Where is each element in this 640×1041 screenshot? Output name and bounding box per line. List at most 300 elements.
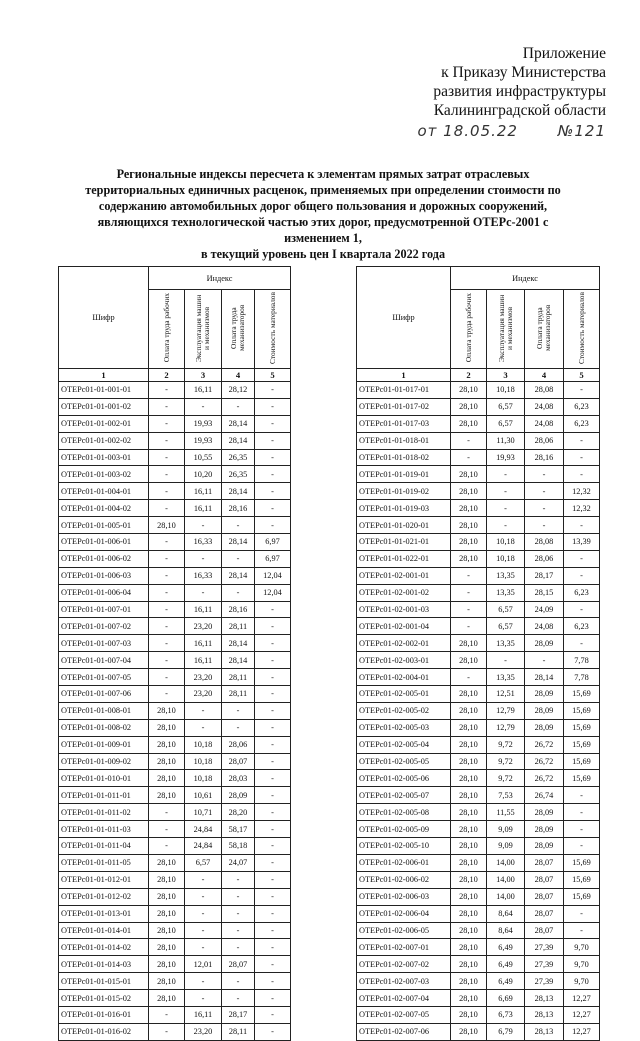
- cell-operators: 28,06: [525, 432, 564, 449]
- cell-materials: -: [255, 415, 291, 432]
- cell-operators: 28,09: [525, 686, 564, 703]
- cell-operators: 28,16: [222, 601, 255, 618]
- table-row: [59, 770, 291, 787]
- cell-operators: -: [222, 905, 255, 922]
- table-row: [59, 871, 291, 888]
- cell-machines: 10,20: [185, 466, 222, 483]
- header-materials: Стоимость материалов: [255, 290, 291, 369]
- cell-operators: 26,72: [525, 770, 564, 787]
- cell-code: ОТЕРс01-02-007-03: [357, 973, 451, 990]
- cell-labor: 28,10: [149, 702, 185, 719]
- cell-machines: 24,84: [185, 838, 222, 855]
- cell-materials: 15,69: [564, 702, 600, 719]
- cell-operators: 26,72: [525, 753, 564, 770]
- column-number: 5: [564, 369, 600, 382]
- cell-code: ОТЕРс01-01-011-05: [59, 854, 149, 871]
- cell-code: ОТЕРс01-01-011-01: [59, 787, 149, 804]
- cell-machines: -: [487, 466, 525, 483]
- column-number: 2: [451, 369, 487, 382]
- cell-machines: 6,79: [487, 1023, 525, 1040]
- cell-machines: -: [487, 517, 525, 534]
- cell-code: ОТЕРс01-01-007-06: [59, 686, 149, 703]
- cell-labor: 28,10: [149, 753, 185, 770]
- cell-code: ОТЕРс01-01-008-01: [59, 702, 149, 719]
- cell-materials: 12,04: [255, 584, 291, 601]
- cell-machines: 8,64: [487, 905, 525, 922]
- cell-machines: 13,35: [487, 567, 525, 584]
- table-row: [59, 1006, 291, 1023]
- cell-materials: 7,78: [564, 652, 600, 669]
- cell-operators: 28,08: [525, 534, 564, 551]
- cell-operators: -: [222, 871, 255, 888]
- cell-labor: -: [149, 550, 185, 567]
- cell-materials: -: [255, 601, 291, 618]
- table-row: [357, 550, 600, 567]
- table-row: [59, 449, 291, 466]
- table-row: [357, 736, 600, 753]
- cell-materials: 6,97: [255, 534, 291, 551]
- cell-operators: -: [525, 483, 564, 500]
- cell-code: ОТЕРс01-01-006-03: [59, 567, 149, 584]
- cell-operators: 28,14: [222, 652, 255, 669]
- cell-labor: 28,10: [451, 466, 487, 483]
- cell-machines: 24,84: [185, 821, 222, 838]
- cell-machines: -: [185, 517, 222, 534]
- cell-labor: 28,10: [149, 905, 185, 922]
- cell-materials: -: [255, 635, 291, 652]
- cell-operators: -: [525, 500, 564, 517]
- cell-machines: 13,35: [487, 584, 525, 601]
- cell-machines: 6,69: [487, 990, 525, 1007]
- cell-operators: 24,08: [525, 398, 564, 415]
- cell-machines: -: [185, 922, 222, 939]
- table-row: [357, 382, 600, 399]
- cell-machines: 11,55: [487, 804, 525, 821]
- cell-labor: 28,10: [451, 702, 487, 719]
- title-line-5: изменением 1,: [284, 231, 362, 245]
- table-row: [357, 466, 600, 483]
- cell-materials: -: [564, 905, 600, 922]
- cell-code: ОТЕРс01-01-006-01: [59, 534, 149, 551]
- cell-labor: 28,10: [451, 382, 487, 399]
- cell-materials: 15,69: [564, 719, 600, 736]
- cell-labor: 28,10: [451, 736, 487, 753]
- cell-operators: -: [525, 652, 564, 669]
- cell-operators: 28,11: [222, 618, 255, 635]
- cell-code: ОТЕРс01-01-017-03: [357, 415, 451, 432]
- cell-materials: -: [255, 702, 291, 719]
- cell-machines: 16,33: [185, 534, 222, 551]
- cell-operators: -: [222, 702, 255, 719]
- cell-materials: 15,69: [564, 871, 600, 888]
- cell-code: ОТЕРс01-01-001-02: [59, 398, 149, 415]
- column-number: 4: [525, 369, 564, 382]
- cell-materials: -: [564, 838, 600, 855]
- table-row: [59, 956, 291, 973]
- cell-code: ОТЕРс01-01-014-01: [59, 922, 149, 939]
- table-row: [59, 922, 291, 939]
- cell-materials: 6,23: [564, 618, 600, 635]
- header-index: Индекс: [149, 267, 291, 290]
- cell-machines: 16,33: [185, 567, 222, 584]
- table-row: [59, 990, 291, 1007]
- cell-materials: -: [255, 449, 291, 466]
- cell-labor: -: [451, 449, 487, 466]
- header-labor: Оплата труда рабочих: [149, 290, 185, 369]
- cell-machines: 10,18: [487, 382, 525, 399]
- table-row: [59, 736, 291, 753]
- cell-labor: -: [149, 449, 185, 466]
- cell-materials: -: [564, 432, 600, 449]
- table-row: [59, 821, 291, 838]
- header-machines: Эксплуатация машин и механизмов: [487, 290, 525, 369]
- cell-machines: -: [185, 550, 222, 567]
- title-line-2: территориальных единичных расценок, применяемых при определении стоимости по: [85, 183, 561, 197]
- cell-labor: 28,10: [451, 1006, 487, 1023]
- table-body-left: [59, 382, 291, 1041]
- cell-code: ОТЕРс01-01-007-04: [59, 652, 149, 669]
- cell-materials: -: [255, 466, 291, 483]
- cell-code: ОТЕРс01-01-001-01: [59, 382, 149, 399]
- cell-operators: 27,39: [525, 973, 564, 990]
- cell-labor: 28,10: [451, 686, 487, 703]
- cell-labor: 28,10: [451, 719, 487, 736]
- table-row: [59, 753, 291, 770]
- table-row: [59, 905, 291, 922]
- cell-labor: -: [149, 804, 185, 821]
- table-row: [59, 669, 291, 686]
- cell-labor: 28,10: [451, 939, 487, 956]
- cell-operators: -: [222, 584, 255, 601]
- cell-code: ОТЕРс01-02-005-01: [357, 686, 451, 703]
- column-number: 3: [185, 369, 222, 382]
- table-row: [357, 702, 600, 719]
- header-operators: Оплата труда механизаторов: [222, 290, 255, 369]
- title-line-4: являющихся технологической частью этих дорог, предусмотренной ОТЕРс-2001 с: [97, 215, 549, 229]
- cell-operators: 24,08: [525, 618, 564, 635]
- table-row: [357, 753, 600, 770]
- cell-code: ОТЕРс01-02-005-10: [357, 838, 451, 855]
- cell-machines: -: [185, 871, 222, 888]
- table-row: [357, 432, 600, 449]
- cell-machines: 10,18: [185, 753, 222, 770]
- cell-code: ОТЕРс01-02-007-06: [357, 1023, 451, 1040]
- cell-labor: -: [149, 1006, 185, 1023]
- cell-operators: 28,11: [222, 686, 255, 703]
- cell-materials: -: [255, 990, 291, 1007]
- cell-code: ОТЕРс01-01-016-01: [59, 1006, 149, 1023]
- cell-machines: 14,00: [487, 854, 525, 871]
- cell-code: ОТЕРс01-01-005-01: [59, 517, 149, 534]
- cell-machines: -: [185, 719, 222, 736]
- cell-labor: -: [451, 601, 487, 618]
- cell-operators: 58,17: [222, 821, 255, 838]
- cell-labor: 28,10: [149, 888, 185, 905]
- cell-code: ОТЕРс01-02-006-01: [357, 854, 451, 871]
- table-row: [357, 990, 600, 1007]
- column-number: 3: [487, 369, 525, 382]
- cell-code: ОТЕРс01-02-005-08: [357, 804, 451, 821]
- cell-materials: -: [255, 770, 291, 787]
- cell-labor: -: [451, 618, 487, 635]
- table-row: [357, 973, 600, 990]
- approval-line-2: к Приказу Министерства: [441, 64, 606, 81]
- cell-labor: -: [149, 500, 185, 517]
- cell-machines: 12,51: [487, 686, 525, 703]
- cell-materials: 15,69: [564, 686, 600, 703]
- cell-operators: 28,12: [222, 382, 255, 399]
- cell-machines: -: [185, 973, 222, 990]
- cell-machines: -: [185, 584, 222, 601]
- cell-labor: -: [149, 398, 185, 415]
- cell-machines: 6,49: [487, 939, 525, 956]
- cell-materials: 15,69: [564, 753, 600, 770]
- cell-machines: -: [185, 702, 222, 719]
- table-row: [59, 635, 291, 652]
- cell-code: ОТЕРс01-02-006-03: [357, 888, 451, 905]
- cell-code: ОТЕРс01-02-006-02: [357, 871, 451, 888]
- cell-code: ОТЕРс01-02-007-04: [357, 990, 451, 1007]
- cell-labor: -: [451, 567, 487, 584]
- cell-code: ОТЕРс01-01-018-01: [357, 432, 451, 449]
- table-row: [357, 804, 600, 821]
- header-machines: Эксплуатация машин и механизмов: [185, 290, 222, 369]
- cell-labor: 28,10: [451, 905, 487, 922]
- cell-code: ОТЕРс01-01-015-02: [59, 990, 149, 1007]
- cell-materials: -: [255, 804, 291, 821]
- cell-code: ОТЕРс01-01-009-02: [59, 753, 149, 770]
- cell-operators: 28,08: [525, 382, 564, 399]
- cell-labor: 28,10: [451, 838, 487, 855]
- cell-operators: 28,07: [525, 922, 564, 939]
- table-row: [59, 398, 291, 415]
- approval-line-4: Калининградской области: [433, 102, 606, 119]
- table-row: [59, 939, 291, 956]
- cell-operators: 28,15: [525, 584, 564, 601]
- cell-code: ОТЕРс01-02-001-01: [357, 567, 451, 584]
- cell-materials: -: [255, 821, 291, 838]
- cell-operators: 28,09: [525, 635, 564, 652]
- cell-machines: 13,35: [487, 669, 525, 686]
- cell-materials: -: [564, 821, 600, 838]
- cell-labor: -: [149, 584, 185, 601]
- cell-materials: -: [564, 635, 600, 652]
- cell-materials: -: [255, 517, 291, 534]
- cell-code: ОТЕРс01-01-004-02: [59, 500, 149, 517]
- cell-labor: 28,10: [451, 787, 487, 804]
- cell-operators: 28,14: [222, 567, 255, 584]
- cell-code: ОТЕРс01-02-007-02: [357, 956, 451, 973]
- cell-materials: -: [564, 804, 600, 821]
- cell-operators: -: [222, 990, 255, 1007]
- cell-machines: 6,57: [185, 854, 222, 871]
- cell-code: ОТЕРс01-01-007-02: [59, 618, 149, 635]
- cell-machines: -: [487, 652, 525, 669]
- cell-operators: -: [222, 922, 255, 939]
- cell-materials: -: [255, 871, 291, 888]
- table-row: [59, 618, 291, 635]
- table-row: [59, 415, 291, 432]
- cell-machines: 6,49: [487, 973, 525, 990]
- table-row: [357, 398, 600, 415]
- cell-code: ОТЕРс01-02-001-03: [357, 601, 451, 618]
- cell-labor: -: [149, 466, 185, 483]
- cell-labor: 28,10: [149, 736, 185, 753]
- cell-labor: 28,10: [451, 753, 487, 770]
- table-row: [357, 534, 600, 551]
- table-row: [357, 871, 600, 888]
- cell-materials: -: [564, 466, 600, 483]
- cell-labor: 28,10: [451, 770, 487, 787]
- cell-materials: 13,39: [564, 534, 600, 551]
- cell-labor: 28,10: [149, 770, 185, 787]
- table-row: [59, 686, 291, 703]
- cell-machines: 23,20: [185, 669, 222, 686]
- column-number: 4: [222, 369, 255, 382]
- cell-operators: 28,11: [222, 1023, 255, 1040]
- cell-operators: 28,20: [222, 804, 255, 821]
- cell-machines: 12,79: [487, 719, 525, 736]
- cell-code: ОТЕРс01-01-013-01: [59, 905, 149, 922]
- table-row: [357, 719, 600, 736]
- cell-machines: 9,09: [487, 821, 525, 838]
- cell-machines: 10,18: [185, 736, 222, 753]
- cell-operators: 27,39: [525, 956, 564, 973]
- cell-materials: -: [564, 922, 600, 939]
- table-body-right: [357, 382, 600, 1041]
- cell-code: ОТЕРс01-02-007-01: [357, 939, 451, 956]
- cell-labor: -: [451, 669, 487, 686]
- table-row: [59, 838, 291, 855]
- cell-operators: 28,07: [222, 753, 255, 770]
- cell-labor: 28,10: [451, 500, 487, 517]
- cell-machines: 9,72: [487, 736, 525, 753]
- cell-code: ОТЕРс01-02-003-01: [357, 652, 451, 669]
- cell-operators: 28,06: [222, 736, 255, 753]
- cell-labor: -: [149, 382, 185, 399]
- cell-materials: -: [564, 550, 600, 567]
- table-row: [357, 838, 600, 855]
- cell-machines: 16,11: [185, 635, 222, 652]
- table-row: [357, 905, 600, 922]
- cell-labor: 28,10: [149, 854, 185, 871]
- cell-labor: 28,10: [149, 939, 185, 956]
- cell-code: ОТЕРс01-01-020-01: [357, 517, 451, 534]
- header-materials: Стоимость материалов: [564, 290, 600, 369]
- cell-machines: 9,72: [487, 770, 525, 787]
- cell-operators: 28,14: [525, 669, 564, 686]
- cell-machines: 7,53: [487, 787, 525, 804]
- cell-operators: -: [222, 719, 255, 736]
- cell-labor: 28,10: [451, 821, 487, 838]
- table-row: [59, 888, 291, 905]
- column-number: 1: [357, 369, 451, 382]
- header-index: Индекс: [451, 267, 600, 290]
- cell-operators: 27,39: [525, 939, 564, 956]
- cell-code: ОТЕРс01-01-019-02: [357, 483, 451, 500]
- cell-operators: 28,13: [525, 990, 564, 1007]
- table-row: [357, 669, 600, 686]
- cell-materials: -: [255, 382, 291, 399]
- cell-code: ОТЕРс01-01-012-01: [59, 871, 149, 888]
- cell-code: ОТЕРс01-01-011-04: [59, 838, 149, 855]
- cell-code: ОТЕРс01-01-016-02: [59, 1023, 149, 1040]
- cell-labor: 28,10: [451, 973, 487, 990]
- cell-materials: 9,70: [564, 939, 600, 956]
- cell-materials: -: [255, 719, 291, 736]
- approval-line-1: Приложение: [522, 45, 606, 62]
- cell-code: ОТЕРс01-02-007-05: [357, 1006, 451, 1023]
- table-row: [59, 719, 291, 736]
- cell-materials: 7,78: [564, 669, 600, 686]
- cell-labor: 28,10: [451, 854, 487, 871]
- cell-materials: 6,23: [564, 398, 600, 415]
- cell-materials: -: [255, 905, 291, 922]
- cell-code: ОТЕРс01-01-015-01: [59, 973, 149, 990]
- table-row: [357, 686, 600, 703]
- cell-code: ОТЕРс01-01-011-02: [59, 804, 149, 821]
- cell-labor: -: [149, 567, 185, 584]
- cell-materials: 6,23: [564, 584, 600, 601]
- cell-materials: 15,69: [564, 770, 600, 787]
- cell-labor: 28,10: [451, 922, 487, 939]
- cell-labor: -: [149, 686, 185, 703]
- cell-code: ОТЕРс01-02-005-04: [357, 736, 451, 753]
- index-table-right: [356, 266, 600, 1041]
- cell-operators: 24,09: [525, 601, 564, 618]
- cell-operators: 28,09: [525, 821, 564, 838]
- cell-machines: 12,79: [487, 702, 525, 719]
- cell-machines: 19,93: [487, 449, 525, 466]
- cell-code: ОТЕРс01-01-004-01: [59, 483, 149, 500]
- cell-operators: 28,17: [525, 567, 564, 584]
- cell-code: ОТЕРс01-02-005-06: [357, 770, 451, 787]
- cell-materials: -: [255, 500, 291, 517]
- cell-labor: 28,10: [451, 550, 487, 567]
- cell-labor: 28,10: [149, 871, 185, 888]
- cell-operators: -: [222, 888, 255, 905]
- approval-block: [418, 44, 607, 141]
- index-table-left: [58, 266, 291, 1041]
- table-row: [357, 922, 600, 939]
- cell-labor: -: [149, 652, 185, 669]
- table-row: [357, 415, 600, 432]
- cell-operators: 28,07: [222, 956, 255, 973]
- cell-labor: 28,10: [149, 517, 185, 534]
- cell-materials: 12,27: [564, 1006, 600, 1023]
- cell-machines: 16,11: [185, 1006, 222, 1023]
- cell-operators: 28,07: [525, 905, 564, 922]
- cell-code: ОТЕРс01-01-018-02: [357, 449, 451, 466]
- cell-code: ОТЕРс01-01-017-02: [357, 398, 451, 415]
- cell-materials: -: [255, 483, 291, 500]
- cell-machines: 19,93: [185, 415, 222, 432]
- cell-machines: 10,18: [487, 550, 525, 567]
- cell-operators: 28,06: [525, 550, 564, 567]
- cell-operators: 28,14: [222, 483, 255, 500]
- cell-machines: 23,20: [185, 618, 222, 635]
- cell-code: ОТЕРс01-01-006-04: [59, 584, 149, 601]
- table-row: [357, 821, 600, 838]
- cell-operators: -: [222, 973, 255, 990]
- cell-operators: 28,07: [525, 871, 564, 888]
- cell-materials: -: [564, 517, 600, 534]
- cell-labor: 28,10: [451, 398, 487, 415]
- cell-materials: -: [564, 601, 600, 618]
- cell-labor: 28,10: [451, 804, 487, 821]
- cell-materials: 6,97: [255, 550, 291, 567]
- cell-materials: 6,23: [564, 415, 600, 432]
